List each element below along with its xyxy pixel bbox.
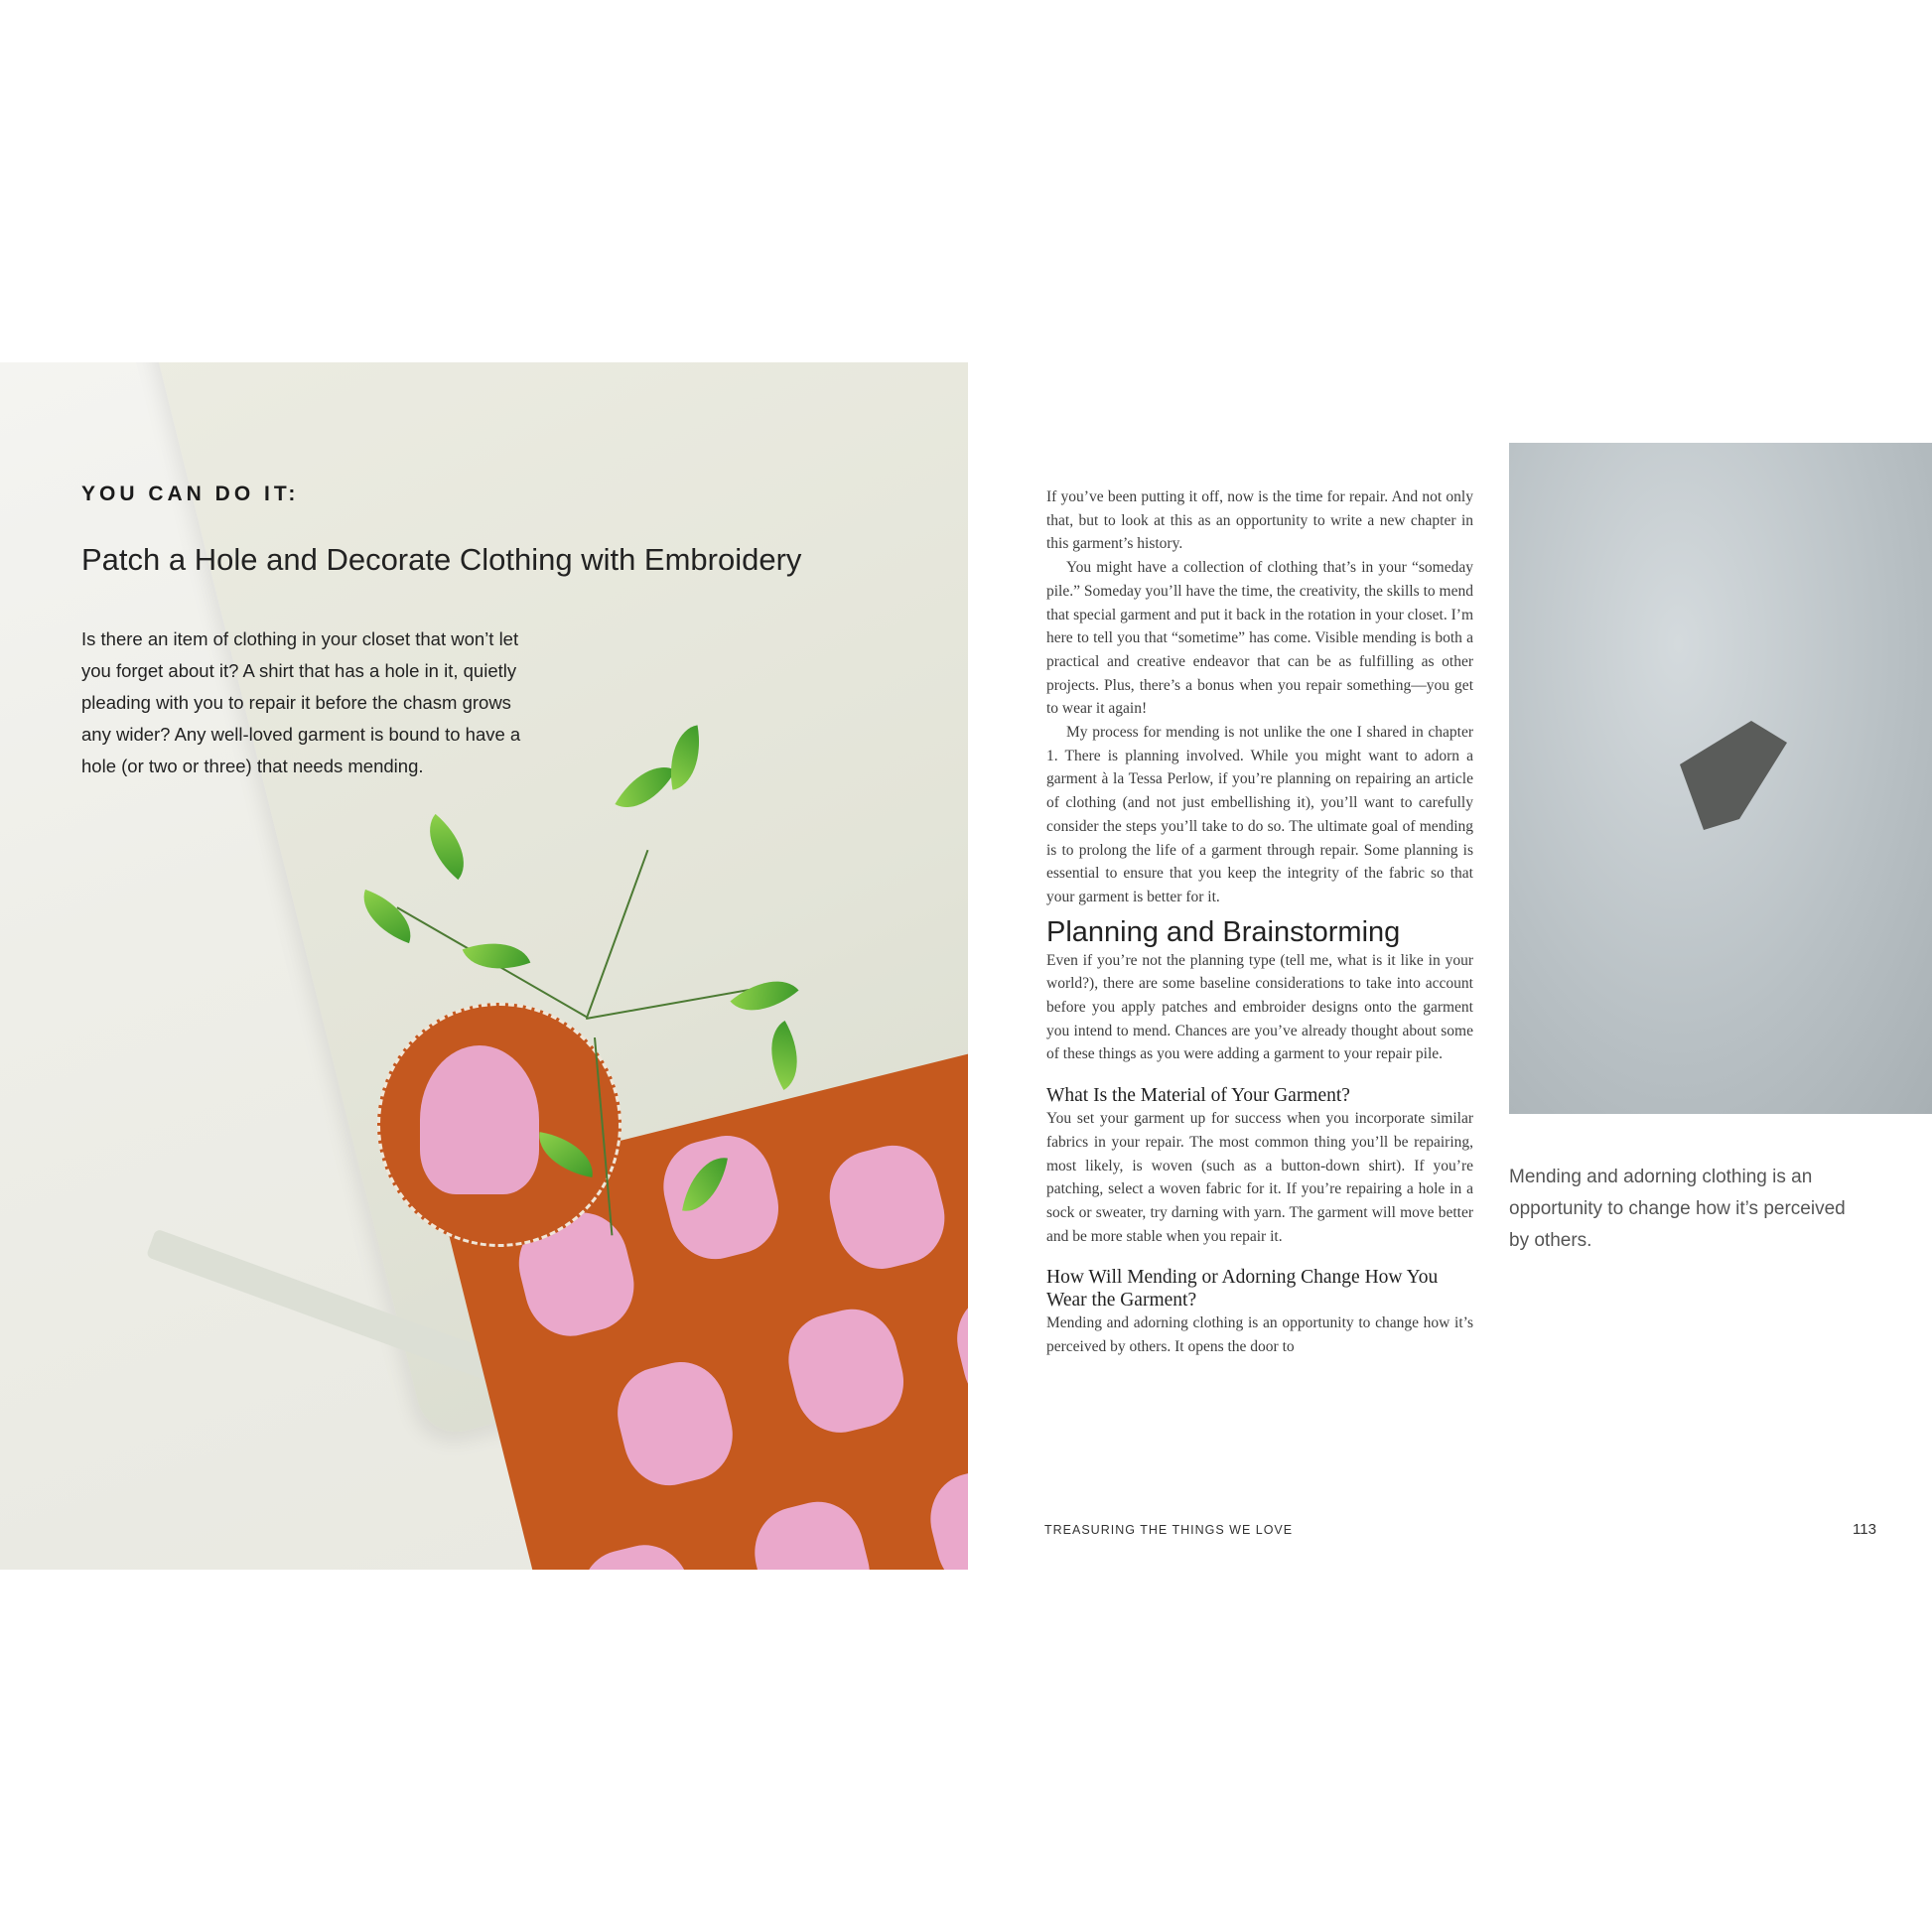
running-footer: TREASURING THE THINGS WE LOVE [1044,1523,1294,1537]
section-kicker: YOU CAN DO IT: [81,483,300,505]
subheading: How Will Mending or Adorning Change How You Wear the Garment? [1046,1267,1439,1311]
subheading: What Is the Material of Your Garment? [1046,1085,1350,1107]
page-number: 113 [1853,1521,1876,1538]
intro-paragraph: Is there an item of clothing in your closet that won’t let you forget about it? A shirt that has a hole in it, quietly pleading with you to repair it before the chasm grows any wider? Any well-loved garment is bound to have a hole (or two or three) that needs mending. [81,628,521,776]
body-paragraph: You set your garment up for success when you incorporate similar fabrics in your repair. The most common thing you’ll be repairing, most likely, is woven (such as a button-down shirt). If you’re patching, select a woven fabric for it. If you’re repairing a hole in a sock or sweater, try darning with yarn. The garment will move better and be more stable when you repair it. [1046,1110,1473,1245]
photo-caption: Mending and adorning clothing is an opportunity to change how it’s perceived by others. [1509,1167,1846,1251]
body-paragraph: You might have a collection of clothing that’s in your “someday pile.” Someday you’ll have the time, the creativity, the skills to mend that special garment and put it back in the rotation in your closet. I’m here to tell you that “sometime” has come. Visible mending is both a practical and creative endeavor that can be as fulfilling as other projects. Plus, there’s a bonus when you repair something—you get to wear it again! [1046,559,1473,718]
body-paragraph: Mending and adorning clothing is an opportunity to change how it’s perceived by others. It opens the door to [1046,1314,1473,1356]
section-heading: Planning and Brainstorming [1046,915,1401,948]
body-column [1046,485,1473,1359]
body-paragraph: Even if you’re not the planning type (tell me, what is it like in your world?), there are some baseline considerations to take into account before you apply patches and embroider designs onto the garment you intend to mend. Chances are you’ve already thought about some of these things as you were adding a garment to your repair pile. [1046,951,1473,1063]
body-paragraph: If you’ve been putting it off, now is the time for repair. And not only that, but to look at this as an opportunity to write a new chapter in this garment’s history. [1046,488,1473,553]
project-title: Patch a Hole and Decorate Clothing with Embroidery [81,542,802,577]
fabric-hole [1668,721,1787,830]
body-paragraph: My process for mending is not unlike the one I shared in chapter 1. There is planning involved. While you might want to adorn a garment à la Tessa Perlow, if you’re planning on repairing an article of clothing (and not just embellishing it), you’ll want to carefully consider the steps you’ll take to do so. The ultimate goal of mending is to prolong the life of a garment through repair. Some planning is essential to ensure that you keep the integrity of the fabric so that your garment is better for it. [1046,724,1473,905]
torn-denim-photo [1509,443,1932,1114]
orange-patch [377,1003,621,1247]
